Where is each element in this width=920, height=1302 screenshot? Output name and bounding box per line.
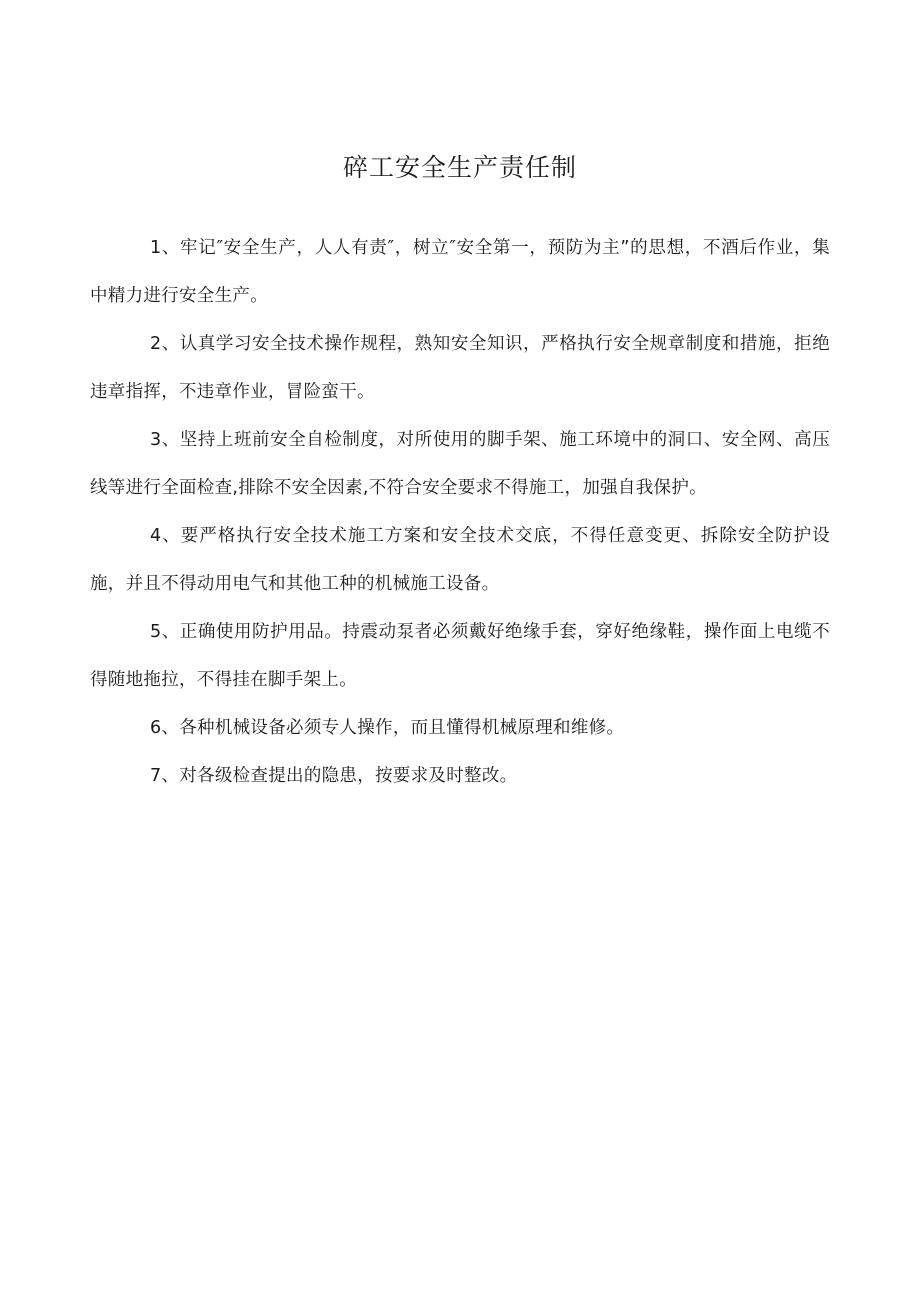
paragraph-6: 6、各种机械设备必须专人操作，而且懂得机械原理和维修。 xyxy=(150,718,625,738)
paragraph-5: 5、正确使用防护用品。持震动泵者必须戴好绝缘手套，穿好绝缘鞋，操作面上电缆不得随地拖拉，不得挂在脚手架上。 xyxy=(90,622,830,690)
paragraph-4: 4、要严格执行安全技术施工方案和安全技术交底，不得任意变更、拆除安全防护设施，并且不得动用电气和其他工种的机械施工设备。 xyxy=(90,526,830,594)
document-title: 碎工安全生产责任制 xyxy=(342,153,577,182)
paragraph-7: 7、对各级检查提出的隐患，按要求及时整改。 xyxy=(150,766,518,786)
document-body xyxy=(90,224,830,800)
paragraph-3: 3、坚持上班前安全自检制度，对所使用的脚手架、施工环境中的洞口、安全网、高压线等进行全面检查,排除不安全因素,不符合安全要求不得施工，加强自我保护。 xyxy=(90,430,830,498)
paragraph-2: 2、认真学习安全技术操作规程，熟知安全知识，严格执行安全规章制度和措施，拒绝违章指挥，不违章作业，冒险蛮干。 xyxy=(90,334,830,402)
paragraph-1: 1、牢记″安全生产，人人有责″，树立″安全第一，预防为主”的思想，不酒后作业，集中精力进行安全生产。 xyxy=(90,238,830,306)
